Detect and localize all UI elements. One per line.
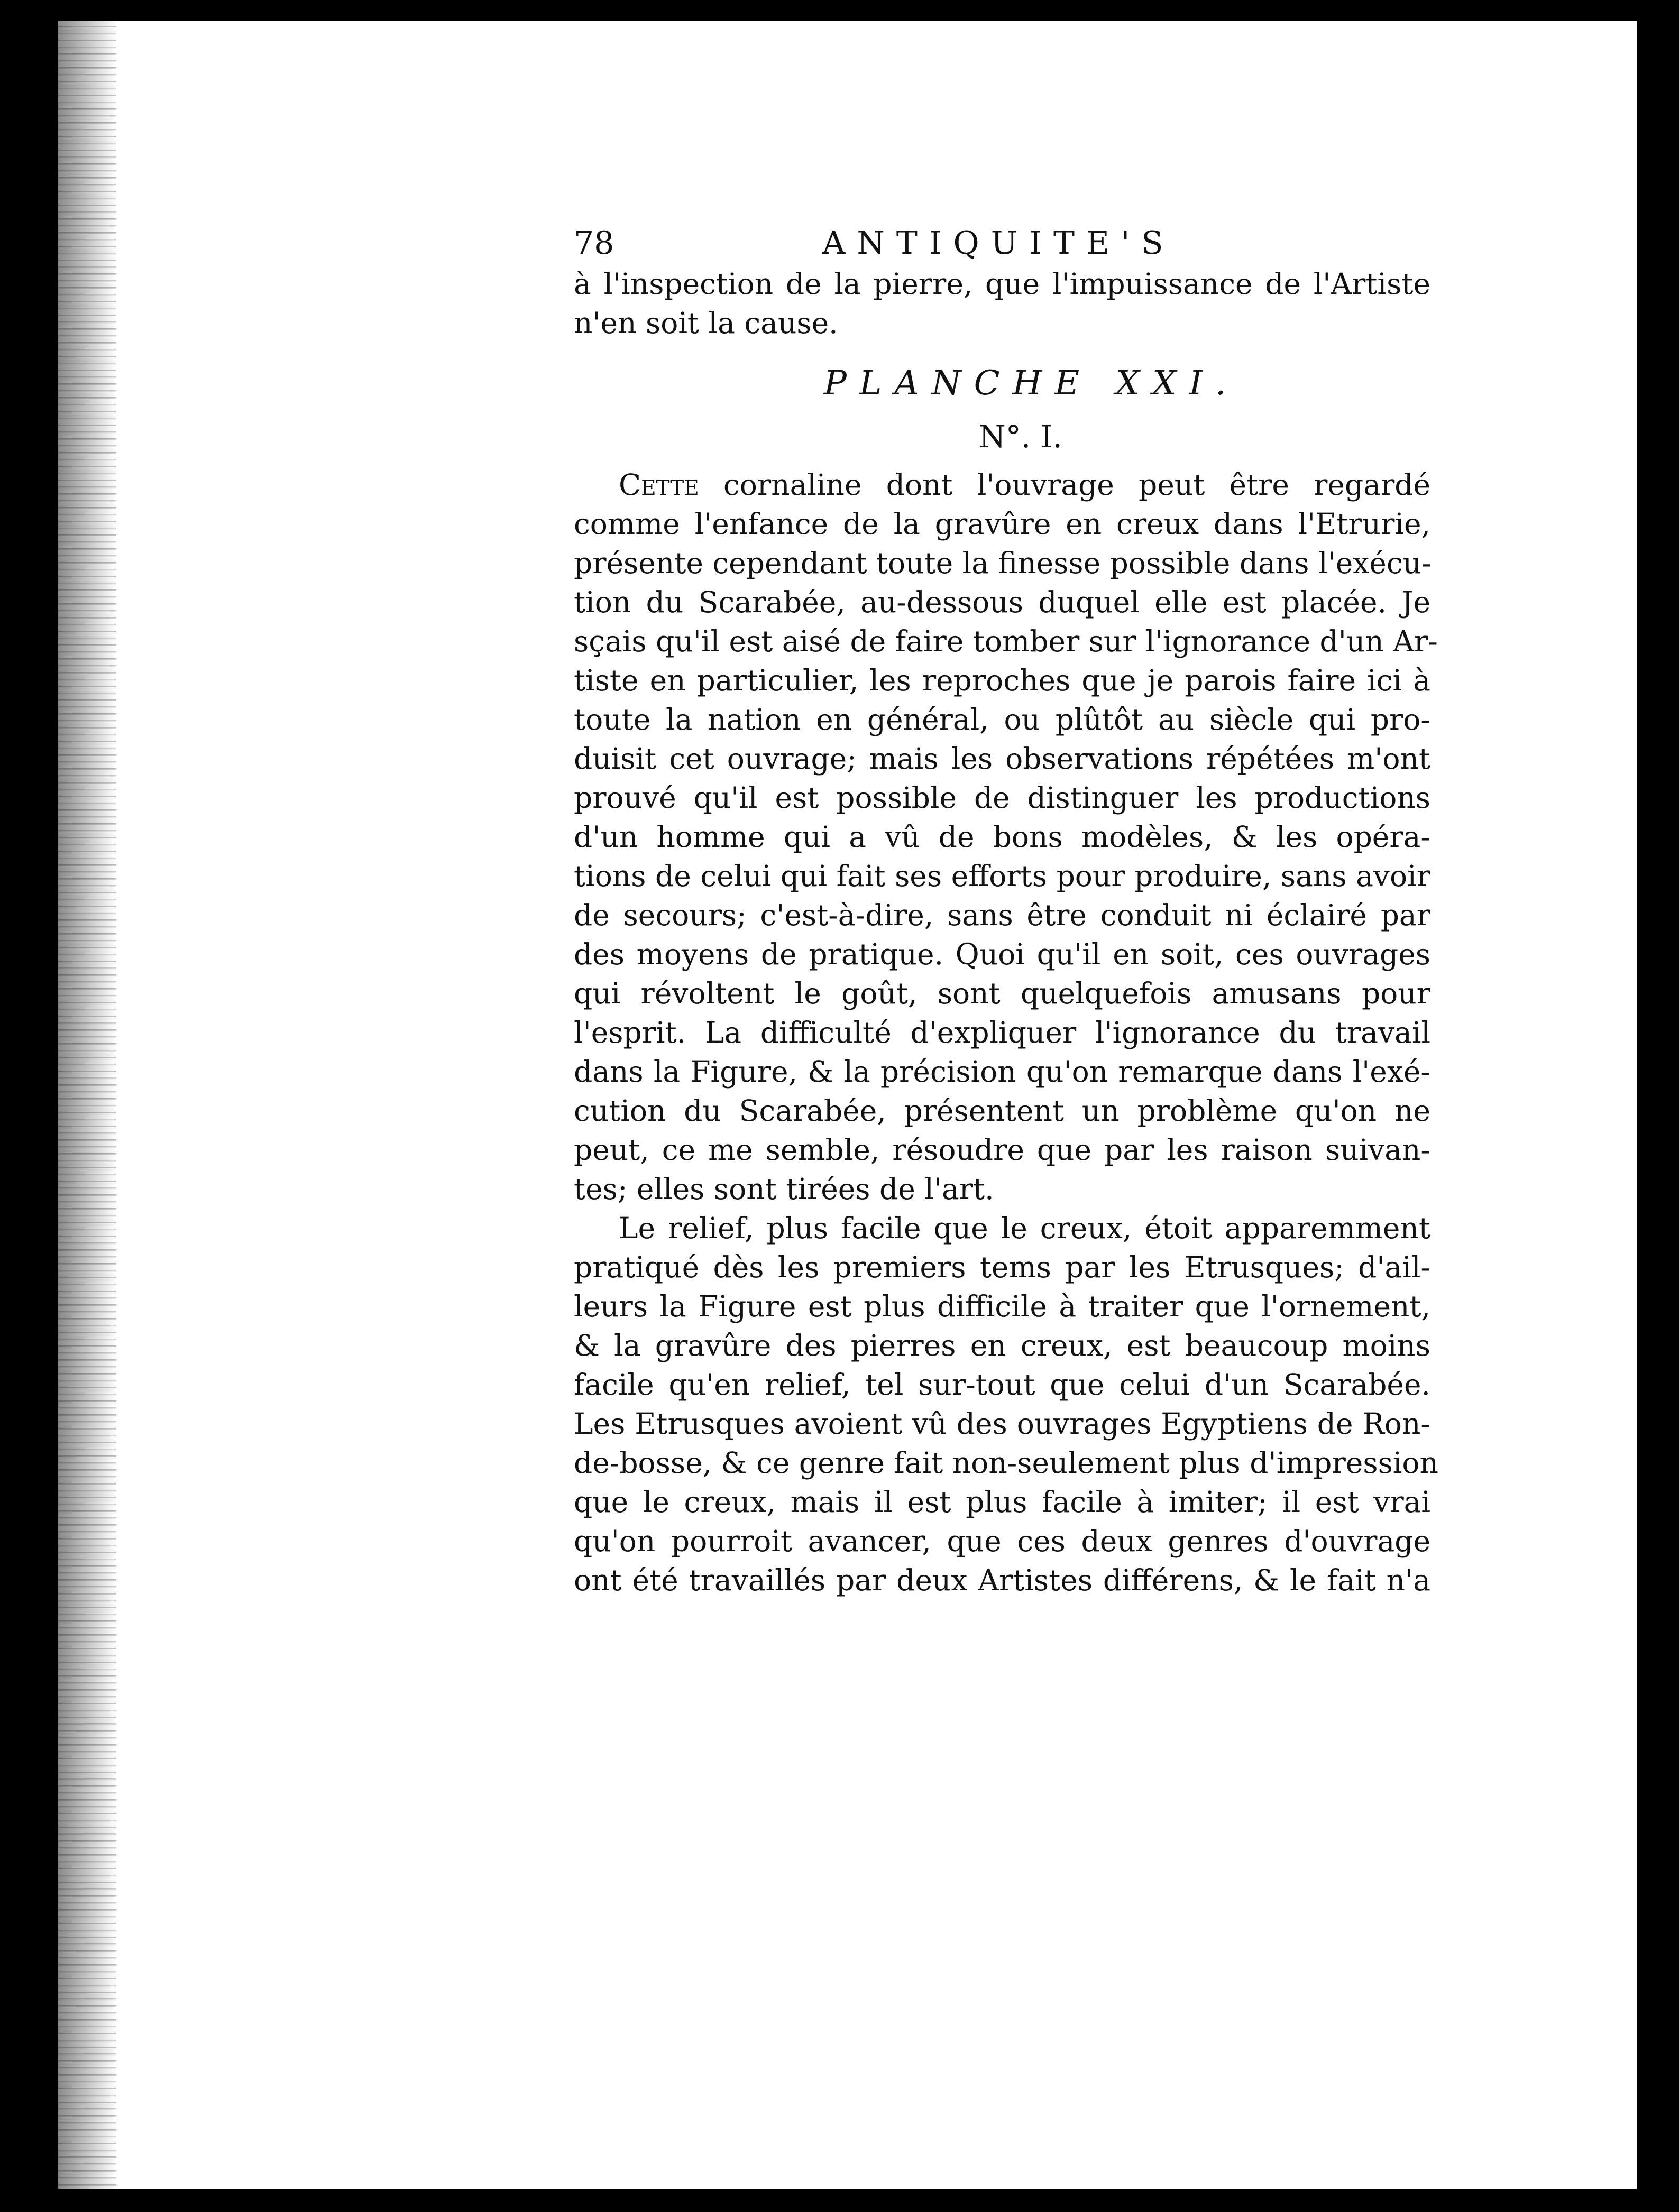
continuation-line: à l'inspection de la pierre, que l'impuissance de l'Artiste	[574, 267, 1430, 301]
paragraph-line: cution du Scarabée, présentent un problème qu'on ne	[574, 1094, 1430, 1128]
paragraph-line: qu'on pourroit avancer, que ces deux genres d'ouvrage	[574, 1524, 1430, 1558]
paragraph-line: sçais qu'il est aisé de faire tomber sur l'ignorance d'un Ar-	[574, 624, 1438, 658]
page-left-edge-fade	[58, 21, 116, 2189]
paragraph-line: dans la Figure, & la précision qu'on remarque dans l'exé-	[574, 1055, 1430, 1089]
paragraph-line: tiste en particulier, les reproches que je parois faire ici à	[574, 663, 1430, 697]
plate-title: PLANCHE XXI.	[823, 364, 1239, 403]
paragraph-line: duisit cet ouvrage; mais les observations répétées m'ont	[574, 742, 1430, 776]
paragraph-line: toute la nation en général, ou plûtôt au siècle qui pro-	[574, 703, 1430, 736]
paragraph-line: Les Etrusques avoient vû des ouvrages Egyptiens de Ron-	[574, 1407, 1430, 1441]
paragraph-line: leurs la Figure est plus difficile à traiter que l'ornement,	[574, 1289, 1430, 1323]
paragraph-line: des moyens de pratique. Quoi qu'il en soit, ces ouvrages	[574, 937, 1430, 971]
paragraph-line: tions de celui qui fait ses efforts pour produire, sans avoir	[574, 859, 1430, 893]
paragraph-line: comme l'enfance de la gravûre en creux dans l'Etrurie,	[574, 507, 1430, 541]
plate-number: N°. I.	[979, 419, 1062, 455]
page-right-edge-strip	[1637, 85, 1648, 2146]
paragraph-line: facile qu'en relief, tel sur-tout que celui d'un Scarabée.	[574, 1368, 1430, 1402]
lead-word: Cette	[619, 468, 699, 502]
paragraph-line: peut, ce me semble, résoudre que par les raison suivan-	[574, 1133, 1430, 1167]
paragraph-first-line	[574, 465, 1430, 504]
page-text-block	[574, 222, 1438, 1600]
paragraph-line: pratiqué dès les premiers tems par les Etrusques; d'ail-	[574, 1250, 1430, 1284]
first-line-text: cornaline dont l'ouvrage peut être regardé	[723, 468, 1430, 502]
running-title: ANTIQUITE'S	[822, 225, 1175, 262]
paragraph-line: & la gravûre des pierres en creux, est beaucoup moins	[574, 1329, 1430, 1362]
paragraph-line: que le creux, mais il est plus facile à imiter; il est vrai	[574, 1485, 1430, 1519]
running-head	[574, 222, 1430, 264]
paragraph-line: de secours; c'est-à-dire, sans être conduit ni éclairé par	[574, 898, 1430, 932]
paragraph-line: prouvé qu'il est possible de distinguer les productions	[574, 781, 1430, 815]
paragraph-line: ont été travaillés par deux Artistes différens, & le fait n'a	[574, 1563, 1430, 1597]
paragraph-line: Le relief, plus facile que le creux, étoit apparemment	[619, 1211, 1430, 1245]
paragraph-line: l'esprit. La difficulté d'expliquer l'ignorance du travail	[574, 1016, 1430, 1049]
continuation-line: n'en soit la cause.	[574, 306, 838, 340]
page-right-margin	[1621, 21, 1637, 2189]
paragraph-line: tion du Scarabée, au-dessous duquel elle est placée. Je	[574, 585, 1430, 619]
paragraph-line: de-bosse, & ce genre fait non-seulement plus d'impression	[574, 1446, 1438, 1480]
paragraph-line: présente cependant toute la finesse possible dans l'exécu-	[574, 546, 1432, 580]
page-number: 78	[574, 225, 614, 262]
paragraph-line: qui révoltent le goût, sont quelquefois amusans pour	[574, 976, 1430, 1010]
paragraph-line: d'un homme qui a vû de bons modèles, & les opéra-	[574, 820, 1430, 854]
paragraph-line: tes; elles sont tirées de l'art.	[574, 1172, 994, 1206]
